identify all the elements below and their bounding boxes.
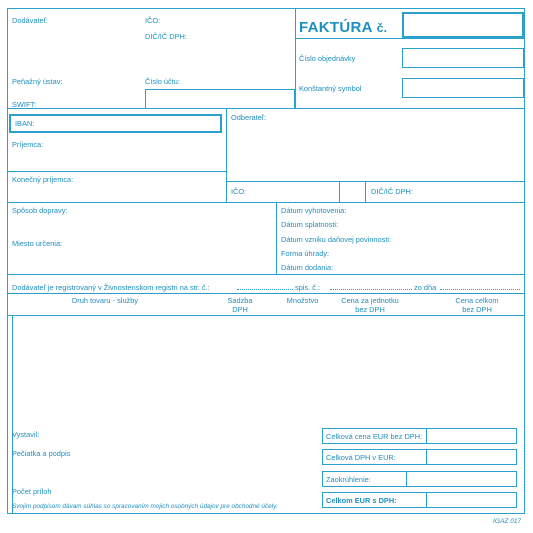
iban-field[interactable]: [9, 114, 222, 133]
col-header-unit-price-line1: Cena za jednotku: [341, 296, 399, 305]
col-header-quantity: Množstvo: [286, 296, 319, 305]
col-header-vat-rate-line1: Sadzba: [227, 296, 253, 305]
invoice-number-field[interactable]: [402, 12, 524, 38]
tax-date-label: Dátum vzniku daňovej povinnosti:: [281, 235, 392, 244]
swift-label: SWIFT:: [12, 100, 37, 109]
rounding-label: Zaokrúhlenie:: [326, 475, 371, 484]
registry-text: Dodávateľ je registrovaný v Živnostenskom registri na str. č.:: [12, 283, 210, 292]
final-recipient-label: Konečný príjemca:: [12, 175, 74, 184]
constant-symbol-label: Konštantný symbol: [299, 84, 362, 93]
recipient-label: Príjemca:: [12, 140, 44, 149]
supplier-label: Dodávateľ:: [12, 16, 48, 25]
order-number-label: Číslo objednávky: [299, 54, 356, 63]
col-header-total-price-line1: Cena celkom: [455, 296, 499, 305]
col-header-vat-rate: [220, 296, 260, 314]
destination-label: Miesto určenia:: [12, 239, 63, 248]
customer-dic-label: DIČ/IČ DPH:: [371, 187, 413, 196]
col-header-vat-rate-line2: DPH: [232, 305, 248, 314]
supplier-dic-label: DIČ/IČ DPH:: [145, 32, 187, 41]
constant-symbol-field[interactable]: [402, 78, 524, 98]
form-code: IGAZ 017: [493, 518, 522, 525]
order-number-field[interactable]: [402, 48, 524, 68]
supplier-ico-label: IČO:: [145, 16, 161, 25]
customer-ico-label: IČO:: [231, 187, 247, 196]
account-number-label: Číslo účtu:: [145, 77, 180, 86]
invoice-title: [299, 19, 387, 36]
invoice-title-suffix: č.: [376, 21, 388, 35]
col-header-total-price: [442, 296, 512, 314]
invoice-title-text: FAKTÚRA: [299, 19, 373, 36]
col-header-goods: Druh tovaru - služby: [71, 296, 139, 305]
col-header-unit-price: [335, 296, 405, 314]
payment-form-label: Forma úhrady:: [281, 249, 330, 258]
total-vat-label: Celková DPH v EUR:: [326, 453, 396, 462]
registry-date-label: zo dňa: [414, 283, 437, 292]
due-date-label: Dátum splatnosti:: [281, 220, 339, 229]
issue-date-label: Dátum vyhotovenia:: [281, 206, 347, 215]
attachments-label: Počet príloh: [12, 487, 52, 496]
consent-text: Svojim podpisom dávam súhlas so spracovaním mojich osobných údajov pre obchodné účely.: [12, 503, 278, 510]
transport-label: Spôsob dopravy:: [12, 206, 68, 215]
customer-label: Odberateľ:: [231, 113, 267, 122]
account-number-field[interactable]: [145, 89, 295, 109]
issued-by-label: Vystavil:: [12, 430, 40, 439]
total-without-vat-label: Celková cena EUR bez DPH:: [326, 432, 423, 441]
grand-total-label: Celkom EUR s DPH:: [326, 496, 397, 505]
col-header-unit-price-line2: bez DPH: [355, 305, 385, 314]
registry-file-label: spis. č.:: [295, 283, 321, 292]
col-header-total-price-line2: bez DPH: [462, 305, 492, 314]
bank-label: Peňažný ústav:: [12, 77, 63, 86]
delivery-date-label: Dátum dodania:: [281, 263, 334, 272]
stamp-signature-label: Pečiatka a podpis: [12, 449, 71, 458]
iban-label: IBAN:: [15, 119, 35, 128]
